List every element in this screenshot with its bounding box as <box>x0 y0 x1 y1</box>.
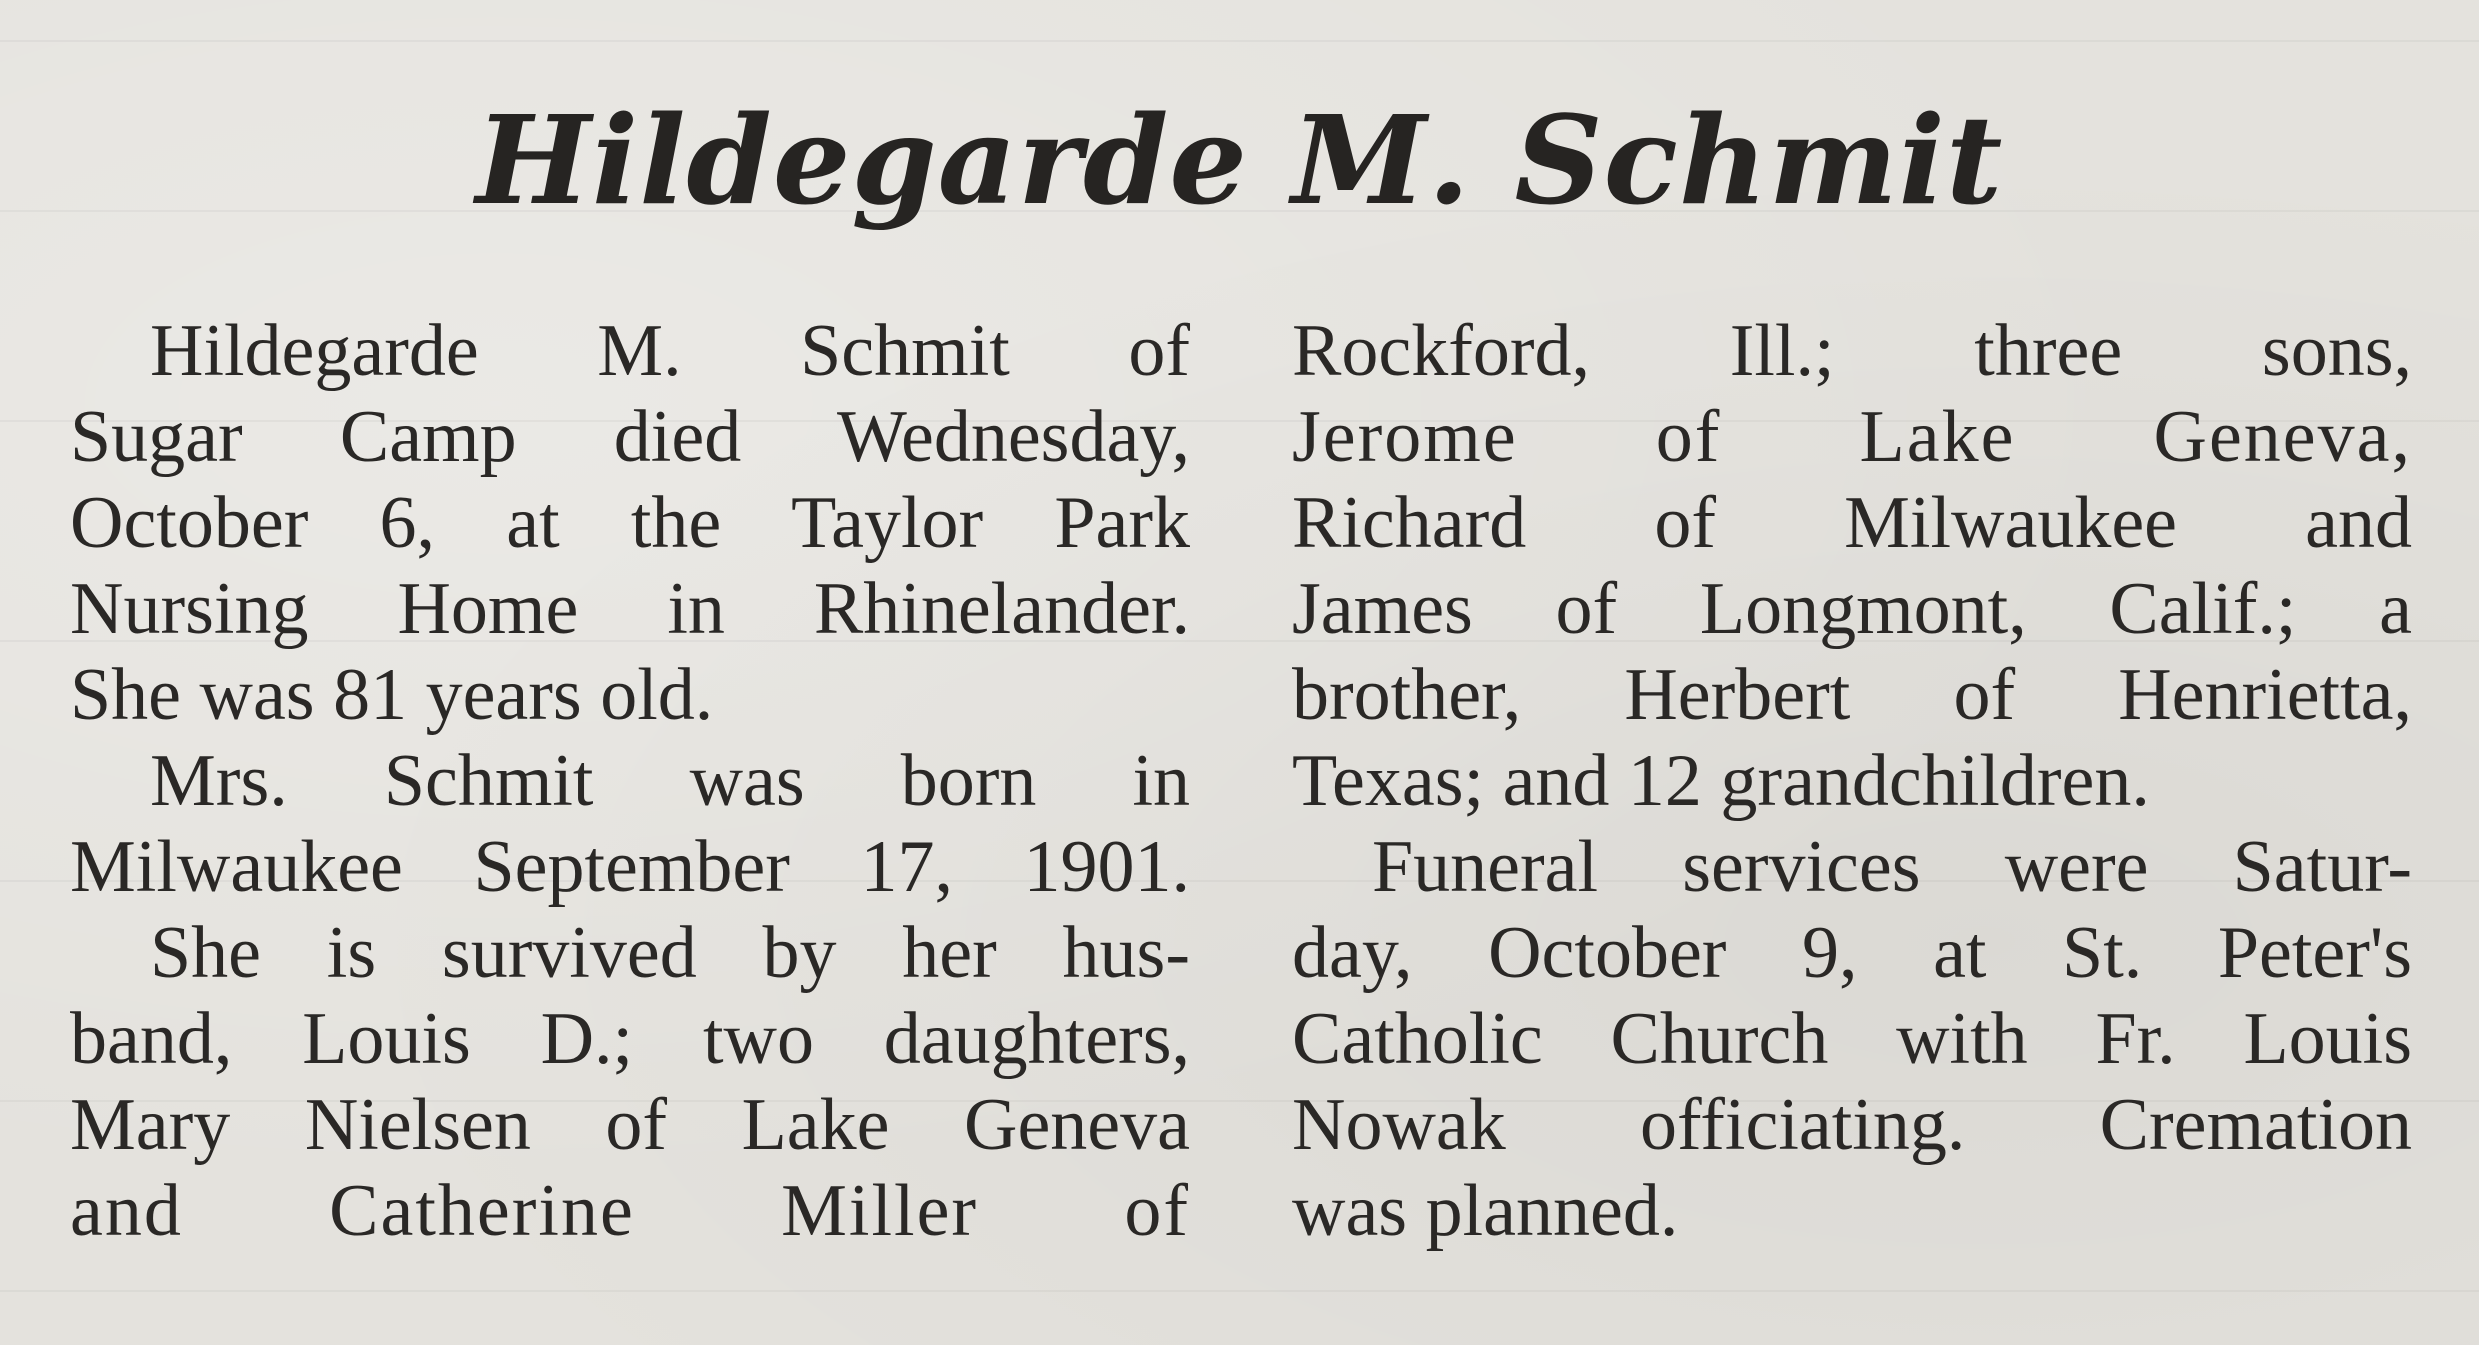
body-line: Funeral services were Satur- <box>1372 826 2412 908</box>
body-line: James of Longmont, Calif.; a <box>1292 568 2412 650</box>
body-line: She is survived by her hus- <box>150 912 1190 994</box>
body-line: Milwaukee September 17, 1901. <box>70 826 1190 908</box>
body-line: brother, Herbert of Henrietta, <box>1292 654 2412 736</box>
body-line: Nowak officiating. Cremation <box>1292 1084 2412 1166</box>
body-line: was planned. <box>1292 1170 1679 1252</box>
bleed-through-line <box>0 1290 2479 1292</box>
body-line: Mrs. Schmit was born in <box>150 740 1190 822</box>
body-line: Mary Nielsen of Lake Geneva <box>70 1084 1190 1166</box>
body-line: She was 81 years old. <box>70 654 714 736</box>
body-line: Sugar Camp died Wednesday, <box>70 396 1190 478</box>
body-line: Jerome of Lake Geneva, <box>1292 396 2412 478</box>
body-line: Rockford, Ill.; three sons, <box>1292 310 2412 392</box>
bleed-through-line <box>0 40 2479 42</box>
body-line: and Catherine Miller of <box>70 1170 1190 1252</box>
body-line: Richard of Milwaukee and <box>1292 482 2412 564</box>
body-line: October 6, at the Taylor Park <box>70 482 1190 564</box>
right-column <box>1292 308 2412 1254</box>
body-line: Texas; and 12 grandchildren. <box>1292 740 2150 822</box>
body-line: band, Louis D.; two daughters, <box>70 998 1190 1080</box>
body-line: Hildegarde M. Schmit of <box>150 310 1190 392</box>
left-column <box>70 308 1190 1254</box>
body-line: day, October 9, at St. Peter's <box>1292 912 2412 994</box>
obituary-headline: Hildegarde M. Schmit <box>475 88 2004 232</box>
body-line: Catholic Church with Fr. Louis <box>1292 998 2412 1080</box>
body-line: Nursing Home in Rhinelander. <box>70 568 1190 650</box>
